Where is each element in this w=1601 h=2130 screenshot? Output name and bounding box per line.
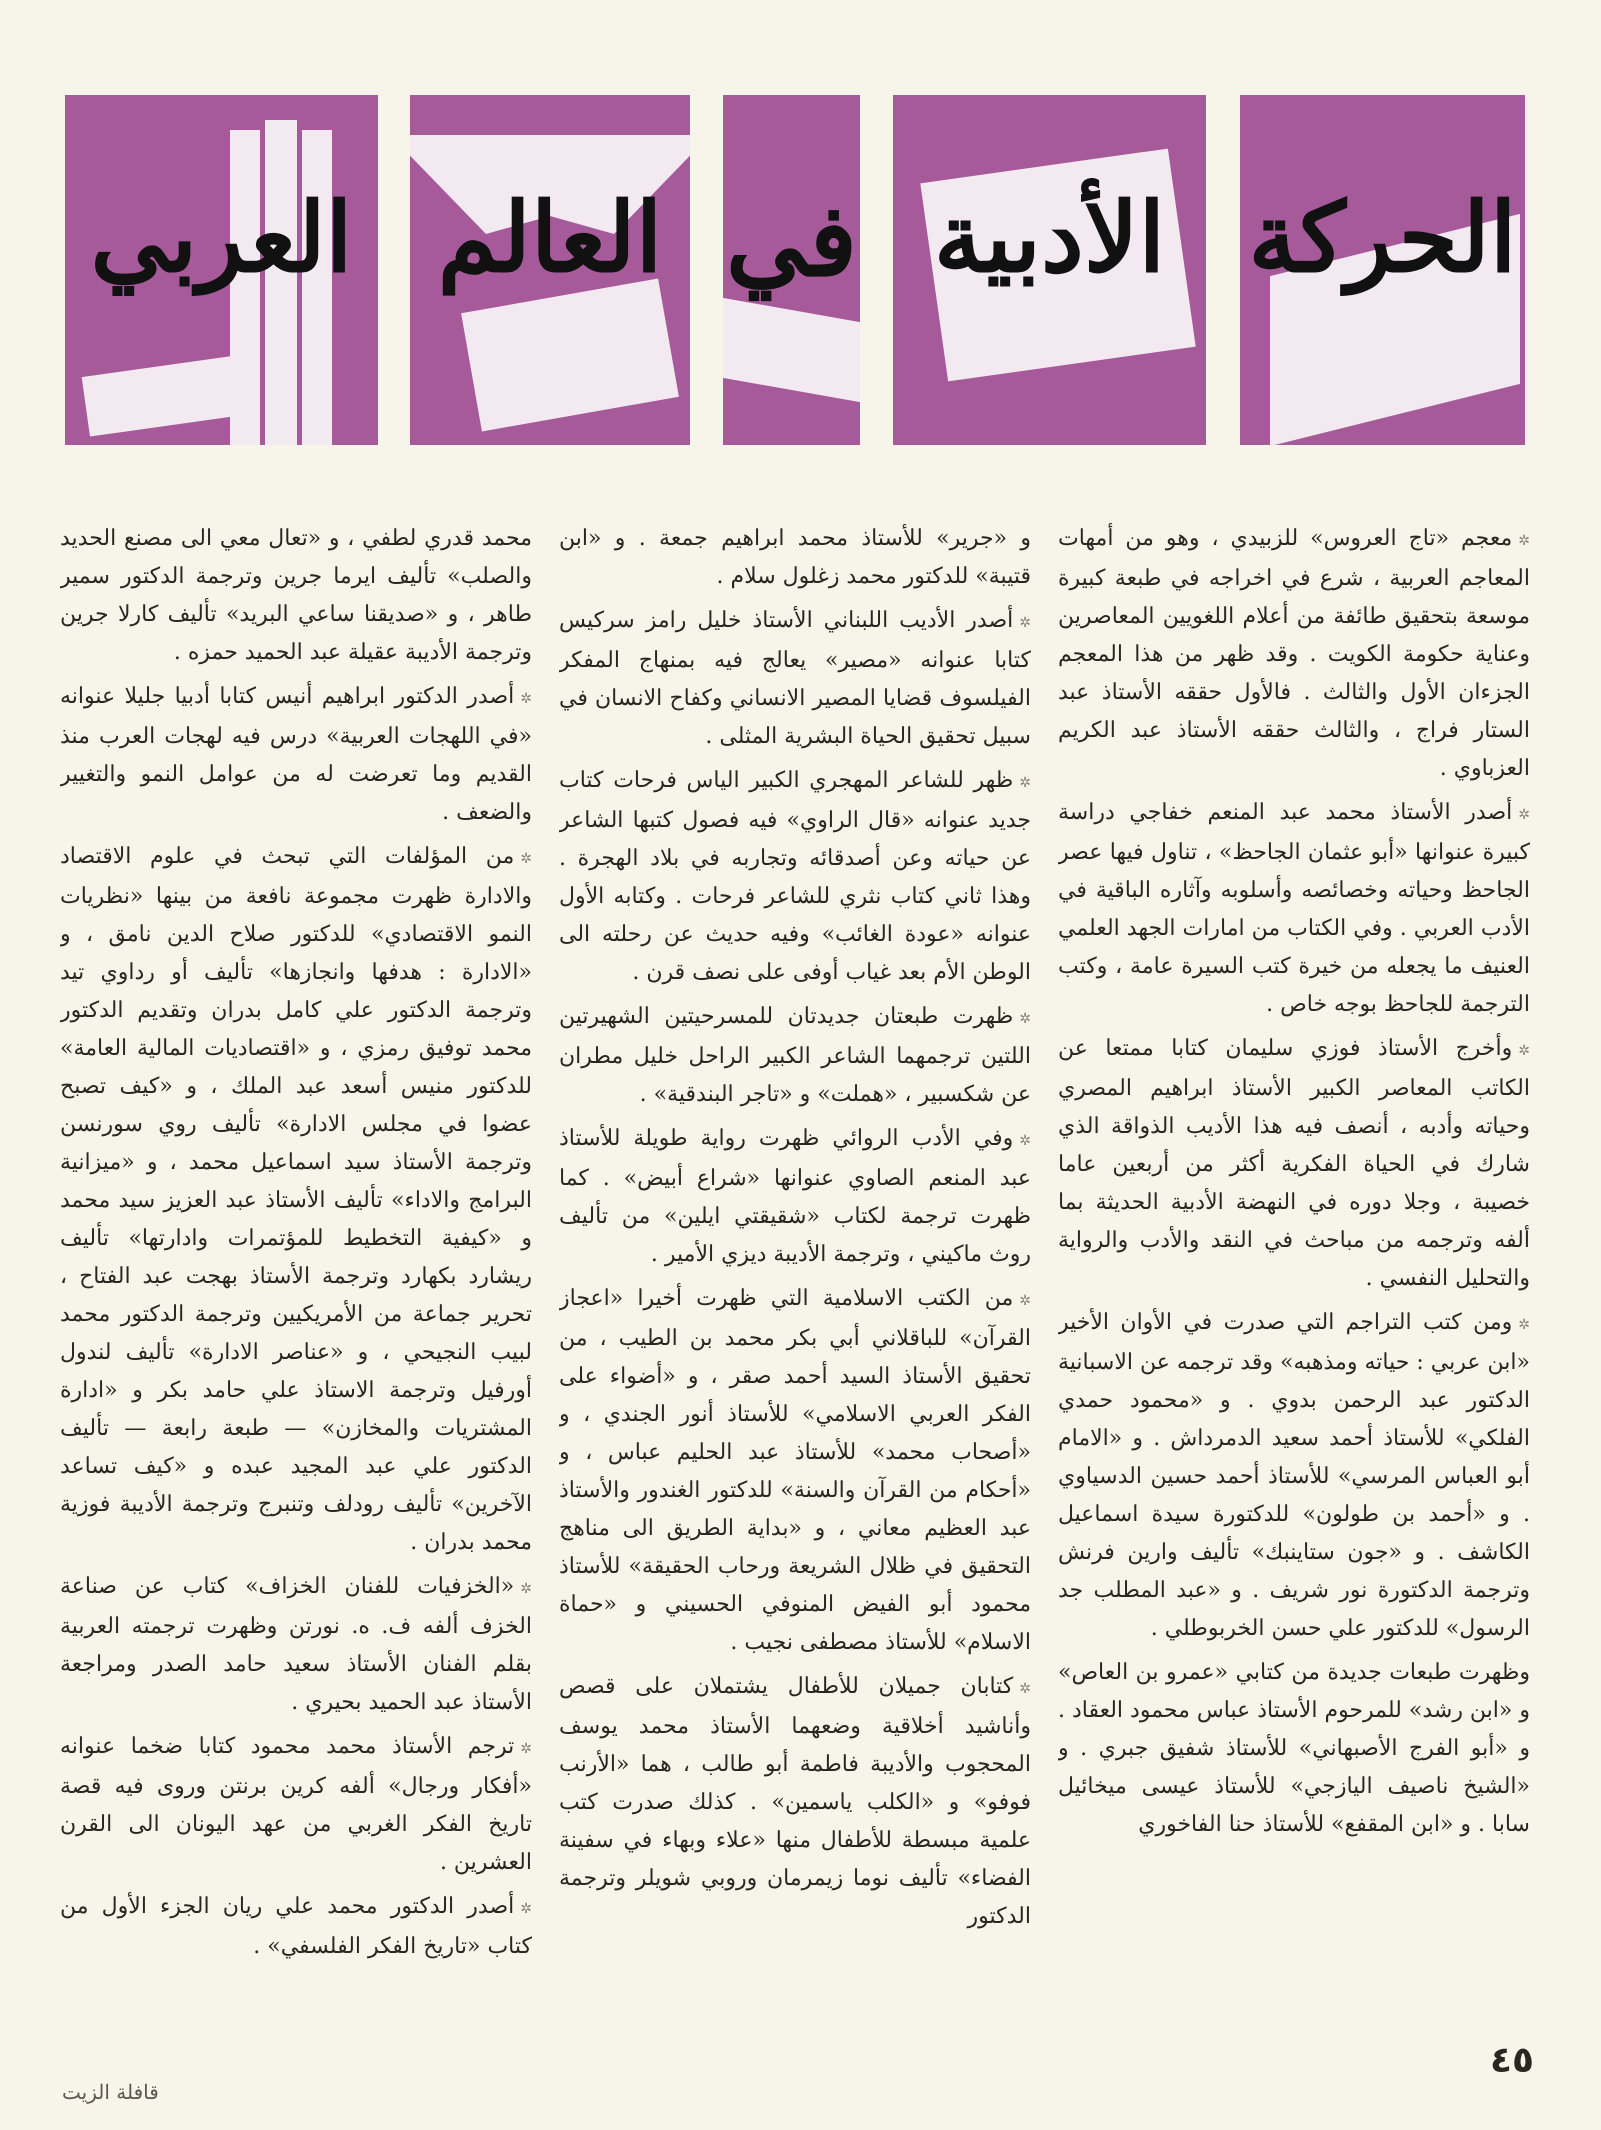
news-item-text: وظهرت طبعات جديدة من كتابي «عمرو بن العاص» و «ابن رشد» للمرحوم الأستاذ عباس محمود العقاد . و «أبو الفرج الأصبهاني» للأستاذ شفيق جبري . و «الشيخ ناصيف اليازجي» للأستاذ عيسى ميخائيل سابا . و «ابن المقفع» للأستاذ حنا الفاخوري xyxy=(1058,1660,1530,1837)
title-panel xyxy=(410,95,690,445)
bullet-star-icon: ✲ xyxy=(1518,1317,1530,1333)
news-item xyxy=(1058,794,1530,1024)
bullet-star-icon: ✲ xyxy=(1019,1681,1031,1697)
article-column-left xyxy=(60,520,532,2000)
news-item xyxy=(1058,1304,1530,1648)
news-item xyxy=(60,1888,532,1966)
bullet-star-icon: ✲ xyxy=(520,691,532,707)
news-item-text: ظهر للشاعر المهجري الكبير الياس فرحات كتاب جديد عنوانه «قال الراوي» فيه فصول كتبها الشاعر عن حياته وعن أصدقائه وتجاربه في بلاد الهجرة . وهذا ثاني كتاب نثري للشاعر فرحات . وكتابه الأول عنوانه «عودة الغائب» وفيه حديث عن رحلته الى الوطن الأم بعد غياب أوفى على نصف قرن . xyxy=(559,768,1031,985)
news-item-text: ترجم الأستاذ محمد محمود كتابا ضخما عنوانه «أفكار ورجال» ألفه كرين برنتن وروى فيه قصة تاريخ الفكر الغربي من عهد اليونان الى القرن العشرين . xyxy=(60,1734,532,1875)
decorative-book-shape xyxy=(461,279,679,432)
magazine-name: قافلة الزيت xyxy=(62,2080,159,2104)
title-panel xyxy=(723,95,860,445)
news-item-text: كتابان جميلان للأطفال يشتملان على قصص وأناشيد أخلاقية وضعهما الأستاذ محمد يوسف المحجوب والأديبة فاطمة أبو طالب ، هما «الأرنب فوفو» و «الكلب ياسمين» . كذلك صدرت كتب علمية مبسطة للأطفال منها «علاء وبهاء في سفينة الفضاء» تأليف نوما زيمرمان وروبي شويلر وترجمة الدكتور xyxy=(559,1674,1031,1929)
news-item-text: من الكتب الاسلامية التي ظهرت أخيرا «اعجاز القرآن» للباقلاني أبي بكر محمد بن الطيب ، من تحقيق الأستاذ السيد أحمد صقر ، و «أضواء على الفكر العربي الاسلامي» للأستاذ أنور الجندي ، و «أصحاب محمد» للأستاذ عبد الحليم عباس ، و «أحكام من القرآن والسنة» للدكتور الغندور والأستاذ عبد العظيم معاني ، و «بداية الطريق الى مناهج التحقيق في ظلال الشريعة ورحاب الحقيقة» للأستاذ محمود أبو الفيض المنوفي الحسيني و «حماة الاسلام» للأستاذ مصطفى نجيب . xyxy=(559,1286,1031,1655)
article-columns xyxy=(60,520,1530,2000)
news-item xyxy=(1058,1654,1530,1844)
bullet-star-icon: ✲ xyxy=(1518,533,1530,549)
title-word: العالم xyxy=(437,181,663,294)
news-item-text: محمد قدري لطفي ، و «تعال معي الى مصنع الحديد والصلب» تأليف ايرما جرين وترجمة الدكتور سمير طاهر ، و «صديقنا ساعي البريد» تأليف كارلا جرين وترجمة الأديبة عقيلة عبد الحميد حمزه . xyxy=(60,526,532,665)
decorative-paper-shape xyxy=(723,298,860,402)
news-item-text: أصدر الأستاذ محمد عبد المنعم خفاجي دراسة كبيرة عنوانها «أبو عثمان الجاحظ» ، تناول فيها عصر الجاحظ وحياته وخصائصه وأسلوبه وآثاره الباقية في الأدب العربي . وفي الكتاب من امارات الجهد العلمي العنيف ما يجعله من خيرة كتب السيرة عامة ، وكتب الترجمة للجاحظ بوجه خاص . xyxy=(1058,800,1530,1017)
bullet-star-icon: ✲ xyxy=(1518,807,1530,823)
bullet-star-icon: ✲ xyxy=(1518,1043,1530,1059)
news-item-text: وأخرج الأستاذ فوزي سليمان كتابا ممتعا عن الكاتب المعاصر الكبير الأستاذ ابراهيم المصري وحياته وأدبه ، أنصف فيه هذا الأديب الذواقة الذي شارك في الحياة الفكرية أكثر من أربعين عاما خصيبة ، وجلا دوره في النهضة الأدبية الحديثة بما ألفه وترجمه من مباحث في النقد والأدب والرواية والتحليل النفسي . xyxy=(1058,1036,1530,1291)
news-item-text: أصدر الأديب اللبناني الأستاذ خليل رامز سركيس كتابا عنوانه «مصير» يعالج فيه بمنهاج المفكر الفيلسوف قضايا المصير الانساني وكفاح الانسان في سبيل تحقيق الحياة البشرية المثلى . xyxy=(559,608,1031,749)
article-column-middle xyxy=(559,520,1031,2000)
news-item-text: أصدر الدكتور محمد علي ريان الجزء الأول من كتاب «تاريخ الفكر الفلسفي» . xyxy=(60,1894,532,1959)
news-item xyxy=(1058,520,1530,788)
article-column-right xyxy=(1058,520,1530,2000)
news-item-text: و «جرير» للأستاذ محمد ابراهيم جمعة . و «ابن قتيبة» للدكتور محمد زغلول سلام . xyxy=(559,526,1031,589)
news-item xyxy=(559,1668,1031,1936)
title-word: الحركة xyxy=(1248,181,1517,294)
bullet-star-icon: ✲ xyxy=(520,1901,532,1917)
news-item-text: من المؤلفات التي تبحث في علوم الاقتصاد والادارة ظهرت مجموعة نافعة من بينها «نظريات النمو الاقتصادي» للدكتور صلاح الدين نامق ، و «الادارة : هدفها وانجازها» تأليف أو رداوي تيد وترجمة الدكتور علي كامل بدران وتقديم الدكتور محمد توفيق رمزي ، و «اقتصاديات المالية العامة» للدكتور منيس أسعد عبد الملك ، و «كيف تصبح عضوا في مجلس الادارة» تأليف روي سورنسن وترجمة الأستاذ سيد اسماعيل محمد ، و «ميزانية البرامج والاداء» تأليف الأستاذ عبد العزيز سيد محمد و «كيفية التخطيط للمؤتمرات وادارتها» تأليف ريشارد بكهارد وترجمة الأستاذ بهجت عبد الفتاح ، تحرير جماعة من الأمريكيين وترجمة الدكتور محمد لبيب النجيحي ، و «عناصر الادارة» تأليف لندول أورفيل وترجمة الاستاذ علي حامد بكر و «ادارة المشتريات والمخازن» — طبعة رابعة — تأليف الدكتور علي عبد المجيد عبده و «كيف تساعد الآخرين» تأليف رودلف وتنبرج وترجمة الأديبة فوزية محمد بدران . xyxy=(60,844,532,1555)
news-item xyxy=(60,520,532,672)
title-panel xyxy=(893,95,1206,445)
news-item-text: ومن كتب التراجم التي صدرت في الأوان الأخير «ابن عربي : حياته ومذهبه» وقد ترجمه عن الاسبانية الدكتور عبد الرحمن بدوي . و «محمود حمدي الفلكي» للأستاذ أحمد سعيد الدمرداش . و «الامام أبو العباس المرسي» للأستاذ أحمد حسين الدسياوي . و «أحمد بن طولون» للدكتورة سيدة اسماعيل الكاشف . و «جون ستاينبك» تأليف وارين فرنش وترجمة الدكتورة نور شريف . و «عبد المطلب جد الرسول» للدكتور علي حسن الخربوطلي . xyxy=(1058,1310,1530,1641)
news-item xyxy=(559,762,1031,992)
news-item xyxy=(559,1280,1031,1662)
news-item-text: ظهرت طبعتان جديدتان للمسرحيتين الشهيرتين اللتين ترجمهما الشاعر الكبير الراحل خليل مطران عن شكسبير ، «هملت» و «تاجر البندقية» . xyxy=(559,1004,1031,1107)
news-item xyxy=(60,838,532,1562)
news-item xyxy=(60,1568,532,1722)
news-item-text: وفي الأدب الروائي ظهرت رواية طويلة للأستاذ عبد المنعم الصاوي عنوانها «شراع أبيض» . كما ظهرت ترجمة لكتاب «شقيقتي ايلين» من تأليف روث ماكيني ، وترجمة الأديبة ديزي الأمير . xyxy=(559,1126,1031,1267)
bullet-star-icon: ✲ xyxy=(520,1581,532,1597)
bullet-star-icon: ✲ xyxy=(520,851,532,867)
news-item xyxy=(559,998,1031,1114)
title-panel xyxy=(65,95,378,445)
title-word: في xyxy=(725,181,858,299)
news-item xyxy=(559,520,1031,596)
title-banner xyxy=(0,95,1601,450)
news-item xyxy=(559,602,1031,756)
news-item-text: «الخزفيات للفنان الخزاف» كتاب عن صناعة الخزف ألفه ف. ه. نورتن وظهرت ترجمته العربية بقلم الفنان الأستاذ سعيد حامد الصدر ومراجعة الأستاذ عبد الحميد بحيري . xyxy=(60,1574,532,1715)
news-item xyxy=(1058,1030,1530,1298)
news-item-text: معجم «تاج العروس» للزبيدي ، وهو من أمهات المعاجم العربية ، شرع في اخراجه في طبعة كبيرة موسعة بتحقيق طائفة من أعلام اللغويين المعاصرين وعناية حكومة الكويت . وقد ظهر من هذا المعجم الجزءان الأول والثالث . فالأول حققه الأستاذ عبد الستار فراج ، والثالث حققه الأستاذ عبد الكريم العزباوي . xyxy=(1058,526,1530,781)
news-item-text: أصدر الدكتور ابراهيم أنيس كتابا أدبيا جليلا عنوانه «في اللهجات العربية» درس فيه لهجات العرب منذ القديم وما تعرضت له من عوامل النمو والتغيير والضعف . xyxy=(60,684,532,825)
title-word: العربي xyxy=(90,181,353,294)
news-item xyxy=(60,1728,532,1882)
bullet-star-icon: ✲ xyxy=(1019,1293,1031,1309)
page-number: ٤٥ xyxy=(1490,2040,1534,2081)
bullet-star-icon: ✲ xyxy=(1019,1011,1031,1027)
title-panel xyxy=(1240,95,1525,445)
news-item xyxy=(559,1120,1031,1274)
bullet-star-icon: ✲ xyxy=(1019,615,1031,631)
bullet-star-icon: ✲ xyxy=(1019,1133,1031,1149)
news-item xyxy=(60,678,532,832)
title-word: الأدبية xyxy=(933,181,1166,294)
bullet-star-icon: ✲ xyxy=(520,1741,532,1757)
bullet-star-icon: ✲ xyxy=(1019,775,1031,791)
